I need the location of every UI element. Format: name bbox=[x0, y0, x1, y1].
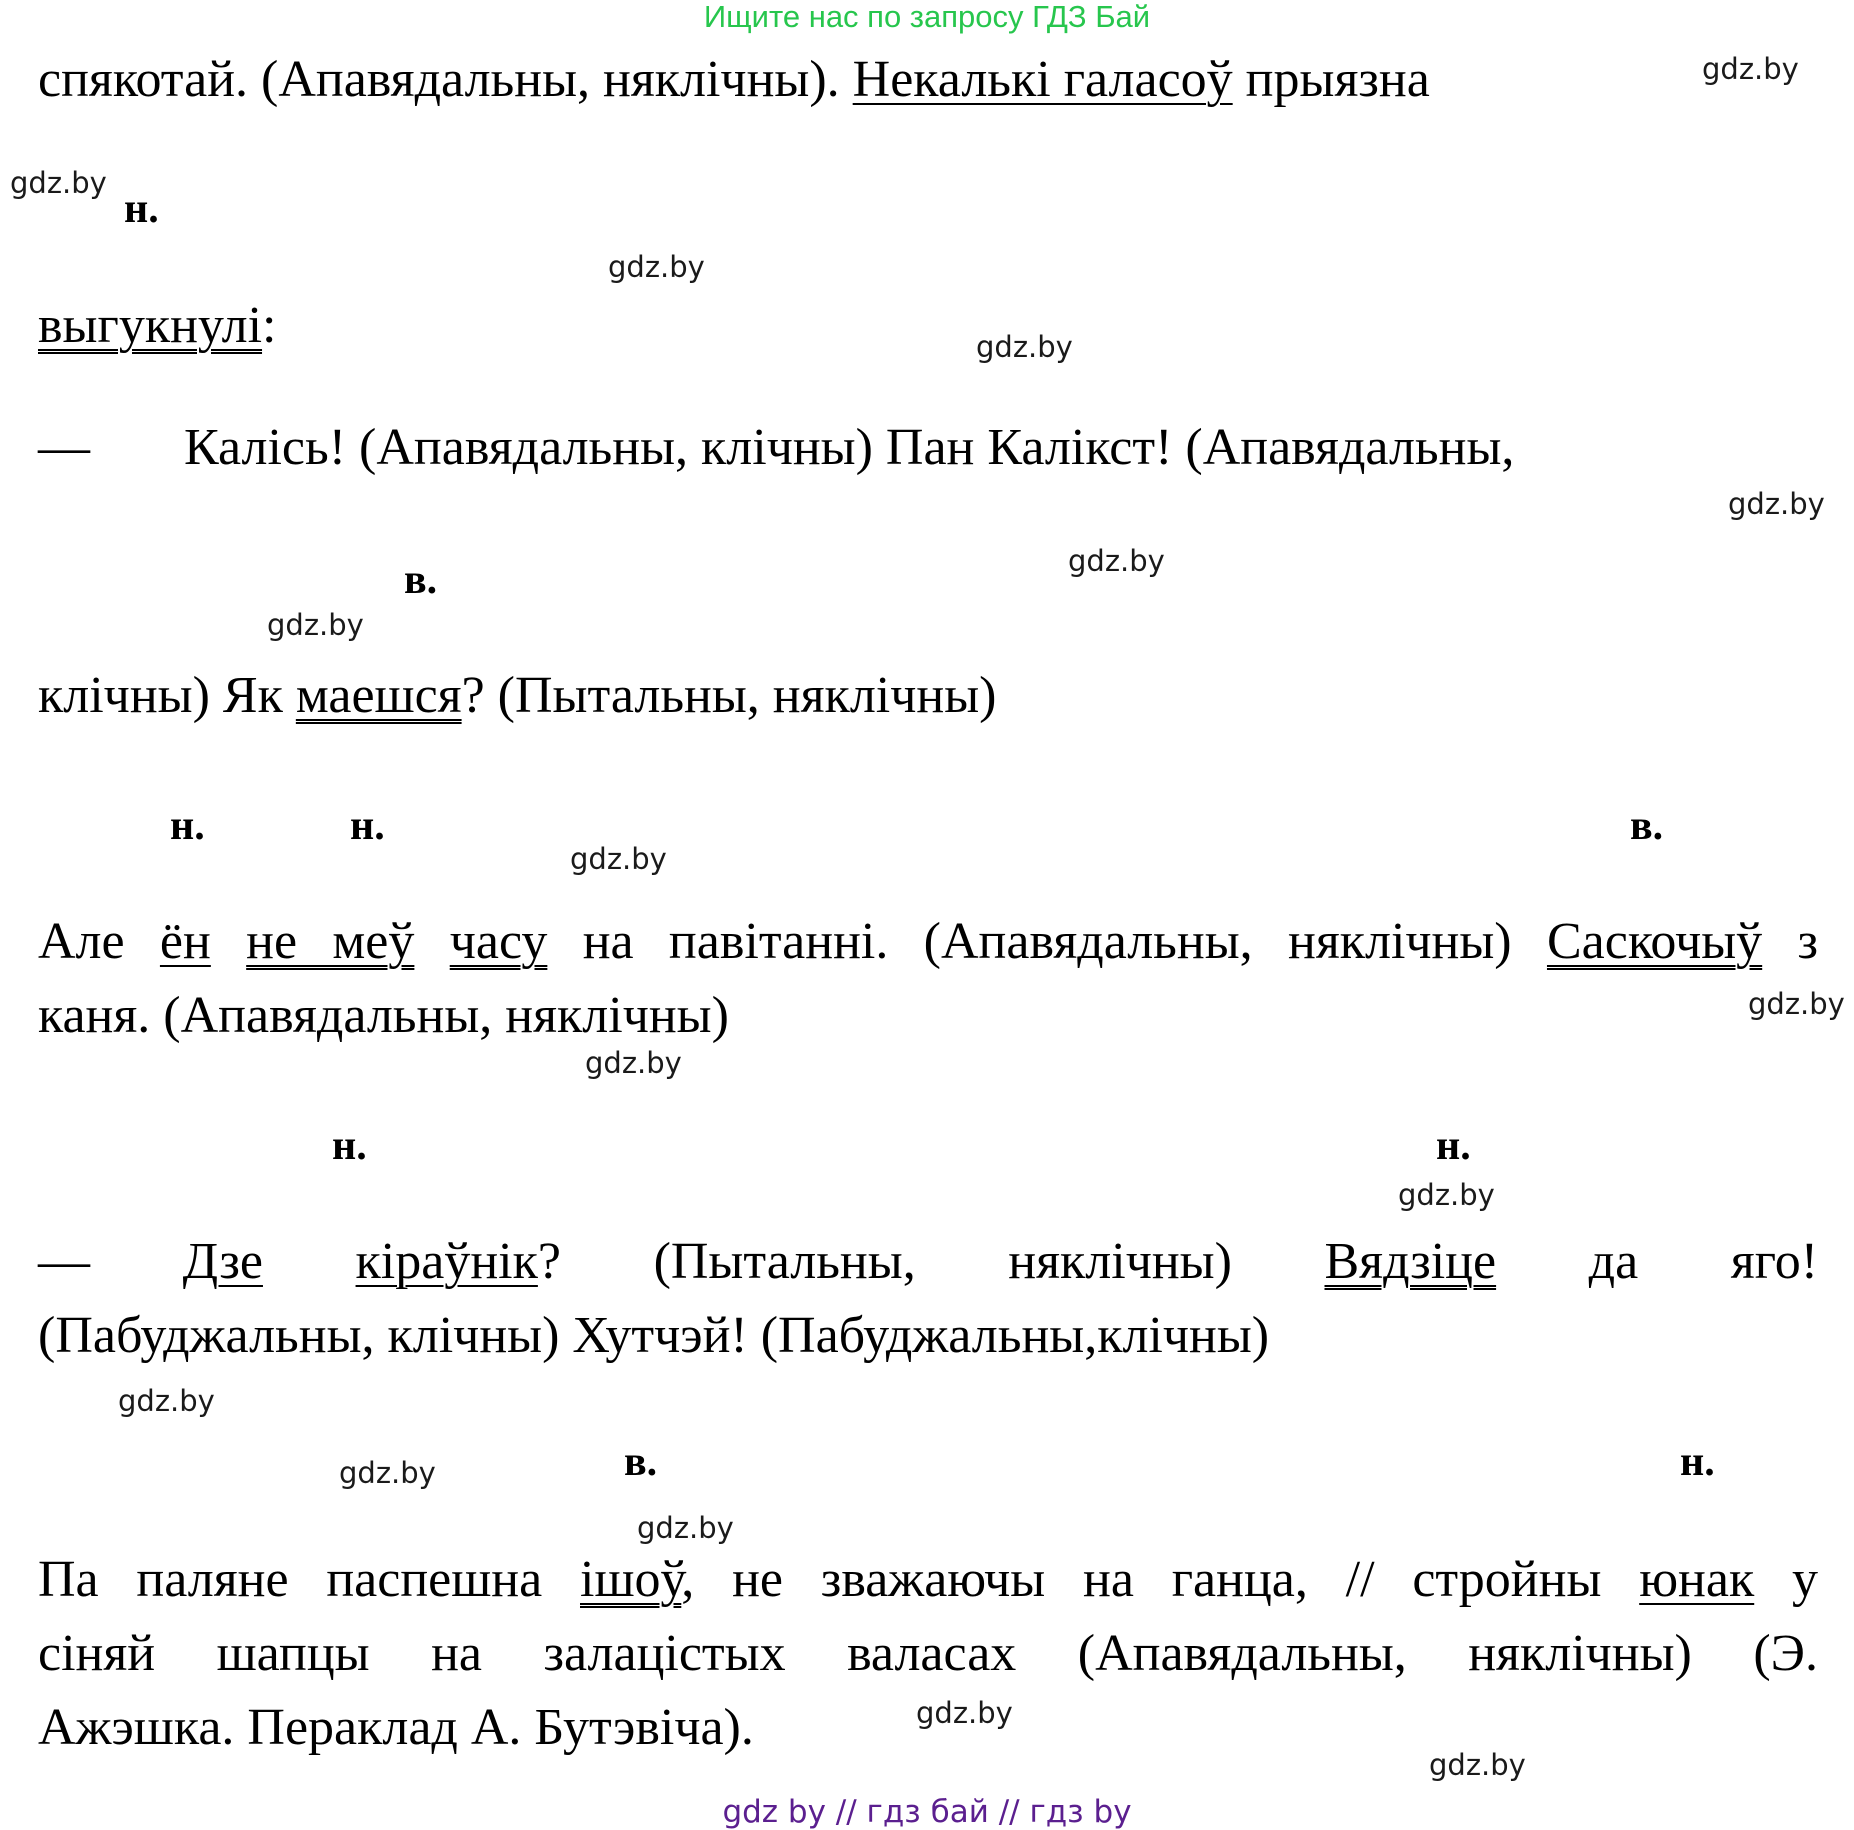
watermark: gdz.by bbox=[339, 1456, 436, 1490]
sentence-fragment: да bbox=[1588, 1233, 1639, 1290]
text-line bbox=[38, 912, 1818, 972]
predicate-underlined: выгукнулі bbox=[38, 297, 263, 354]
sentence-fragment: прыязна bbox=[1245, 51, 1430, 108]
text-line bbox=[38, 666, 996, 726]
sentence-type-mark: н. bbox=[170, 803, 205, 849]
predicate-underlined: часу bbox=[449, 913, 548, 970]
predicate-underlined: маешся bbox=[295, 667, 462, 724]
sentence-type-mark: в. bbox=[624, 1439, 658, 1485]
watermark: gdz.by bbox=[1429, 1748, 1526, 1782]
text-line: Калісь! (Апавядальны, клічны) Пан Калікст! (Апавядальны, bbox=[184, 419, 1515, 476]
sentence-type-mark: в. bbox=[1630, 803, 1664, 849]
sentence-fragment: Але bbox=[38, 913, 125, 970]
subject-underlined: ён bbox=[159, 913, 211, 970]
watermark: gdz.by bbox=[267, 608, 364, 642]
watermark: gdz.by bbox=[118, 1384, 215, 1418]
sentence-fragment: : bbox=[262, 297, 277, 354]
sentence-fragment: на павітанні. (Апавядальны, няклічны) bbox=[582, 913, 1512, 970]
text-line bbox=[38, 296, 276, 356]
watermark: gdz.by bbox=[976, 330, 1073, 364]
sentence-fragment: спякотай. (Апавядальны, няклічны). bbox=[38, 51, 840, 108]
dash: — bbox=[38, 1233, 90, 1290]
predicate-underlined: Саскочыў bbox=[1546, 913, 1763, 970]
watermark: gdz.by bbox=[1068, 544, 1165, 578]
text-line bbox=[38, 1550, 1818, 1610]
subject-underlined: Дзе bbox=[182, 1233, 263, 1290]
text-line bbox=[38, 50, 1430, 110]
subject-underlined: Некалькі галасоў bbox=[852, 51, 1233, 108]
sentence-fragment: (Пытальны, bbox=[653, 1233, 916, 1290]
subject-underlined: юнак bbox=[1639, 1551, 1755, 1608]
watermark: gdz.by bbox=[637, 1511, 734, 1545]
text-line: (Пабуджальны, клічны) Хутчэй! (Пабуджальны,клічны) bbox=[38, 1307, 1270, 1364]
watermark: gdz.by bbox=[1748, 987, 1845, 1021]
watermark: gdz.by bbox=[1728, 487, 1825, 521]
subject-underlined: кіраўнік bbox=[355, 1233, 538, 1290]
watermark: gdz.by bbox=[1398, 1178, 1495, 1212]
footer-watermark: gdz by // гдз бай // гдз by bbox=[722, 1794, 1132, 1830]
predicate-underlined: Вядзіце bbox=[1324, 1233, 1497, 1290]
watermark: gdz.by bbox=[608, 250, 705, 284]
sentence-fragment: няклічны) bbox=[1008, 1233, 1232, 1290]
watermark: gdz.by bbox=[916, 1696, 1013, 1730]
sentence-fragment: , не зважаючы на ганца, // стройны bbox=[681, 1551, 1602, 1608]
text-line bbox=[38, 1232, 1818, 1292]
sentence-fragment: з bbox=[1797, 913, 1819, 970]
sentence-fragment: яго! bbox=[1730, 1233, 1819, 1290]
watermark: gdz.by bbox=[1702, 52, 1799, 86]
text-line: каня. (Апавядальны, няклічны) bbox=[38, 987, 729, 1044]
watermark: gdz.by bbox=[585, 1046, 682, 1080]
search-banner: Ищите нас по запросу ГДЗ Бай bbox=[703, 0, 1151, 34]
sentence-type-mark: н. bbox=[1436, 1123, 1471, 1169]
text-line: Ажэшка. Пераклад А. Бутэвіча). bbox=[38, 1699, 754, 1756]
sentence-type-mark: н. bbox=[332, 1123, 367, 1169]
sentence-fragment: у bbox=[1792, 1551, 1819, 1608]
sentence-fragment: Па паляне паспешна bbox=[38, 1551, 543, 1608]
sentence-type-mark: в. bbox=[404, 557, 438, 603]
sentence-type-mark: н. bbox=[350, 803, 385, 849]
predicate-underlined: не меў bbox=[246, 913, 415, 970]
sentence-type-mark: н. bbox=[124, 186, 159, 232]
sentence-type-mark: н. bbox=[1680, 1439, 1715, 1485]
dash: — bbox=[38, 419, 90, 476]
sentence-fragment: клічны) Як bbox=[38, 667, 283, 724]
predicate-underlined: ішоў bbox=[580, 1551, 682, 1608]
watermark: gdz.by bbox=[10, 166, 107, 200]
text-line: сіняй шапцы на залацістых валасах (Апавядальны, няклічны) (Э. bbox=[38, 1625, 1818, 1682]
sentence-fragment: ? (Пытальны, няклічны) bbox=[461, 667, 997, 724]
watermark: gdz.by bbox=[570, 842, 667, 876]
sentence-fragment: ? bbox=[537, 1233, 561, 1290]
